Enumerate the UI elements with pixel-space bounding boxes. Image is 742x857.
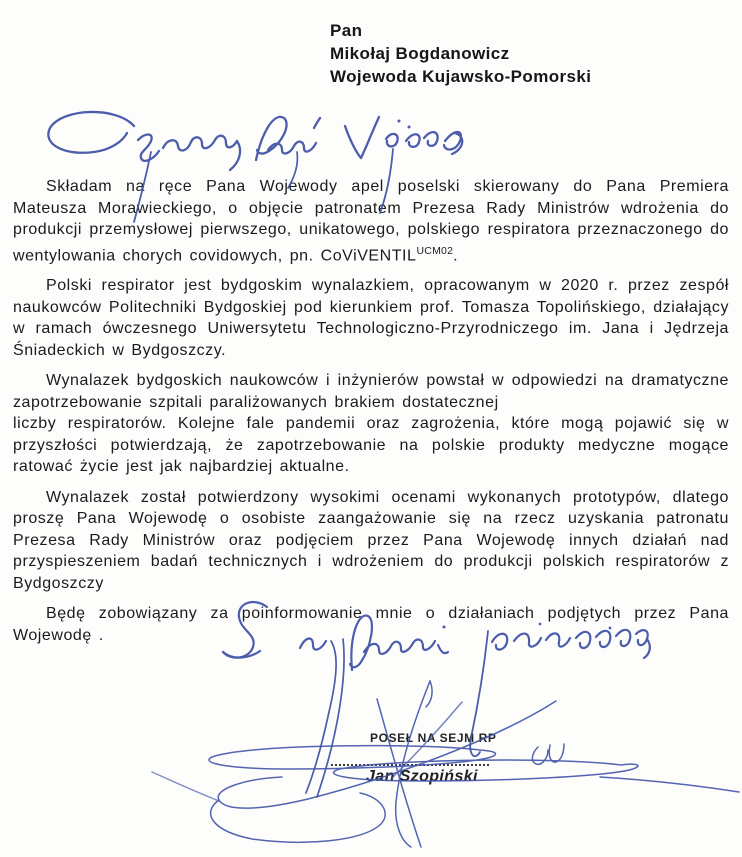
body-paragraph: Wynalazek bydgoskich naukowców i inżynierów powstał w odpowiedzi na dramatyczne zapotrzebowanie szpitali paraliżowanych brakiem dostatecznej liczby respiratorów. Kolejne fale pandemii oraz zagrożenia, które mogą pojawić się w przyszłości potwierdzają, że zapotrzebowanie na polskie produkty medyczne mogące ratować życie jest jak najbardziej aktualne. [13,372,729,476]
signature-name: Jan Szopiński [366,768,478,785]
letter-body [13,176,729,655]
recipient-line-title: Wojewoda Kujawsko-Pomorski [330,67,592,86]
recipient-line-name: Mikołaj Bogdanowicz [330,44,510,63]
signature-dotted-line [331,752,489,766]
recipient-block [330,19,591,88]
body-paragraph: Wynalazek został potwierdzony wysokimi ocenami wykonanych prototypów, dlatego proszę Pana Wojewodę o osobiste zaangażowanie się na rzecz uzyskania patronatu Prezesa Rady Ministrów oraz podjęciem przez Pana Wojewodę innych działań nad przyspieszeniem badań technicznych i wdrożeniem do produkcji polskich respiratorów z Bydgoszczy [13,488,729,592]
body-paragraph: Będę zobowiązany za poinformowanie mnie o działaniach podjętych przez Pana Wojewodę . [13,605,729,644]
recipient-line-pan: Pan [330,21,363,40]
signature-role: POSEŁ NA SEJM RP [370,731,497,745]
body-paragraph: Polski respirator jest bydgoskim wynalazkiem, opracowanym w 2020 r. przez zespół naukowców Politechniki Bydgoskiej pod kierunkiem prof. Tomasza Topolińskiego, działający w ramach ówczesnego Uniwersytetu Technologiczno-Przyrodniczego im. Jana i Jędrzeja Śniadeckich w Bydgoszczy. [13,277,729,359]
body-paragraph: Składam na ręce Pana Wojewody apel poselski skierowany do Pana Premiera Mateusza Morawieckiego, o objęcie patronatem Prezesa Rady Ministrów wdrożenia do produkcji przemysłowej pierwszego, unikatowego, polskiego respiratora przeznaczonego do wentylowania chorych covidowych, pn. CoViVENTIL$^{UCM02}$. [13,178,729,264]
